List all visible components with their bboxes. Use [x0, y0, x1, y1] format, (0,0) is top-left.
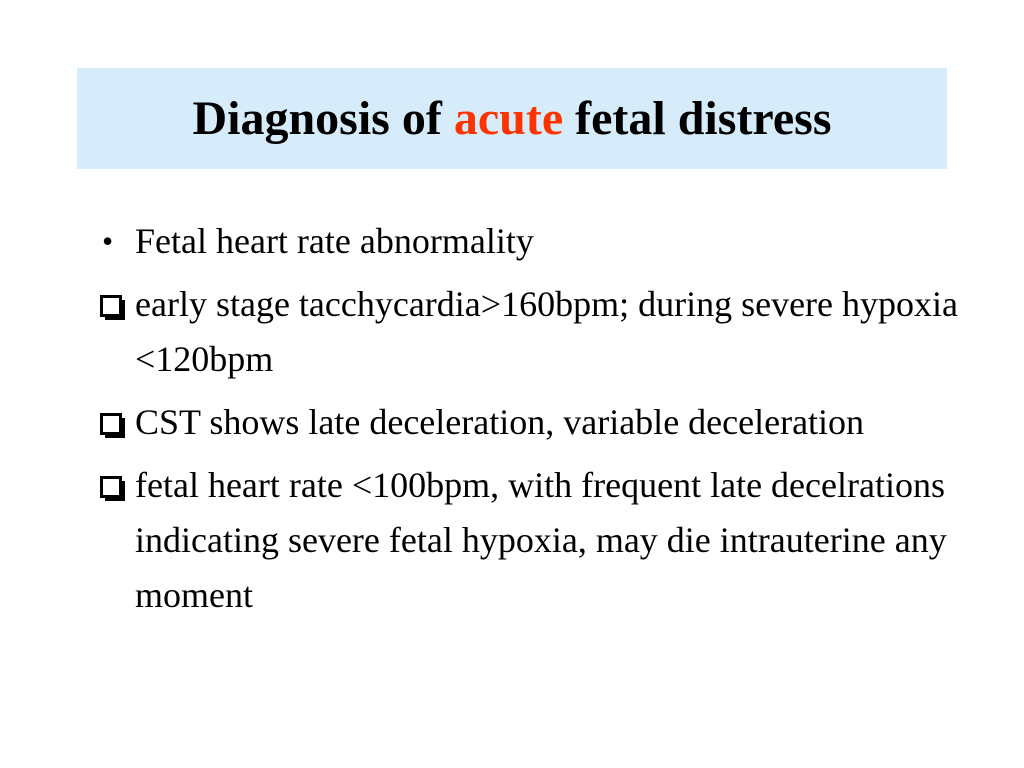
title-text-part2: fetal distress — [563, 91, 832, 145]
slide-body — [100, 214, 980, 631]
list-item — [100, 277, 980, 387]
bullet-icon: • — [102, 223, 114, 259]
list-item — [100, 458, 980, 623]
slide-header — [77, 68, 947, 169]
shadow-square-bullet-icon — [100, 413, 126, 439]
title-text-part1: Diagnosis of — [192, 91, 454, 145]
list-item — [100, 395, 980, 450]
list-item — [100, 214, 980, 269]
list-item-text: fetal heart rate <100bpm, with frequent late decelrations indicating severe fetal hypoxia, may die intrauterine any moment — [135, 465, 947, 615]
list-item-text: CST shows late deceleration, variable deceleration — [135, 402, 865, 442]
list-item-text: early stage tacchycardia>160bpm; during severe hypoxia <120bpm — [135, 284, 958, 379]
shadow-square-bullet-icon — [100, 295, 126, 321]
title-accent-word: acute — [453, 91, 564, 145]
shadow-square-bullet-icon — [100, 476, 126, 502]
slide-title — [192, 91, 832, 145]
list-item-text: Fetal heart rate abnormality — [135, 221, 534, 261]
